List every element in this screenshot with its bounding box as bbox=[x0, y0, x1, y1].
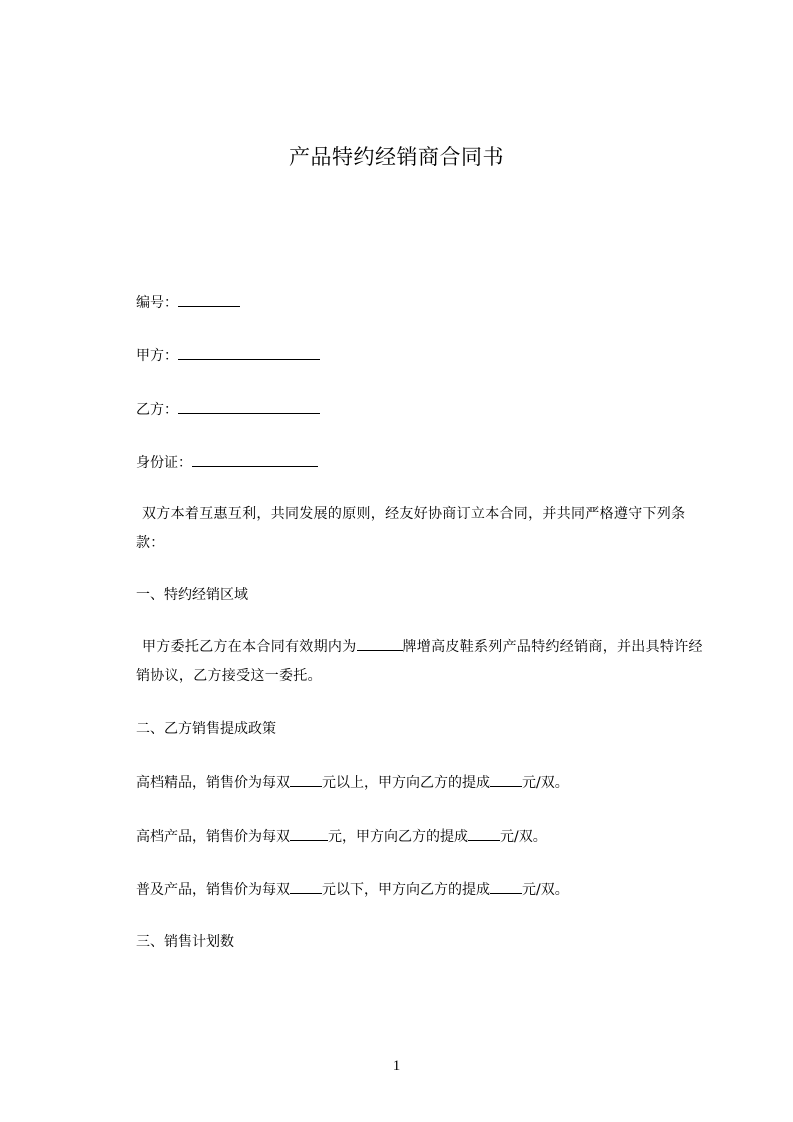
section1-heading: 一、特约经销区域 bbox=[136, 587, 248, 603]
row1-commission-blank bbox=[490, 772, 522, 787]
row1-text-a: 高档精品，销售价为每双 bbox=[136, 775, 290, 791]
row1-text-b: 元以上，甲方向乙方的提成 bbox=[322, 775, 490, 791]
row3-commission-blank bbox=[490, 879, 522, 894]
section3-heading: 三、销售计划数 bbox=[136, 934, 234, 950]
row3-price-blank bbox=[290, 879, 322, 894]
section1-text-before: 甲方委托乙方在本合同有效期内为 bbox=[142, 639, 357, 655]
party-a-blank bbox=[178, 345, 320, 360]
row2-text-b: 元，甲方向乙方的提成 bbox=[328, 829, 468, 845]
contract-number-blank bbox=[178, 292, 240, 307]
row3-text-c: 元/双。 bbox=[522, 882, 569, 898]
id-number-label: 身份证： bbox=[136, 455, 192, 471]
party-a-field bbox=[136, 345, 320, 366]
row1-price-blank bbox=[290, 772, 322, 787]
row2-commission-blank bbox=[468, 826, 500, 841]
intro-paragraph: 双方本着互惠互利，共同发展的原则，经友好协商订立本合同，并共同严格遵守下列条款： bbox=[136, 506, 686, 551]
section2-heading: 二、乙方销售提成政策 bbox=[136, 721, 276, 737]
contract-number-field bbox=[136, 292, 240, 313]
section1-text-after: 牌增高皮鞋系列产品特约经销商，并出具特许经销协议，乙方接受这一委托。 bbox=[136, 639, 703, 684]
party-b-label: 乙方： bbox=[136, 402, 178, 418]
id-number-field bbox=[136, 452, 318, 473]
row2-price-blank bbox=[290, 826, 328, 841]
page-number: 1 bbox=[392, 1058, 401, 1074]
id-number-blank bbox=[192, 452, 318, 467]
row1-text-c: 元/双。 bbox=[522, 775, 569, 791]
section1-paragraph bbox=[136, 633, 712, 691]
row2-text-a: 高档产品，销售价为每双 bbox=[136, 829, 290, 845]
row3-text-b: 元以下，甲方向乙方的提成 bbox=[322, 882, 490, 898]
commission-row-high bbox=[136, 826, 547, 847]
row2-text-c: 元/双。 bbox=[500, 829, 547, 845]
row3-text-a: 普及产品，销售价为每双 bbox=[136, 882, 290, 898]
document-title: 产品特约经销商合同书 bbox=[289, 145, 504, 169]
brand-blank bbox=[357, 636, 403, 651]
commission-row-premium bbox=[136, 772, 569, 793]
party-a-label: 甲方： bbox=[136, 348, 178, 364]
contract-number-label: 编号： bbox=[136, 295, 178, 311]
commission-row-standard bbox=[136, 879, 569, 900]
party-b-blank bbox=[178, 399, 320, 414]
party-b-field bbox=[136, 399, 320, 420]
